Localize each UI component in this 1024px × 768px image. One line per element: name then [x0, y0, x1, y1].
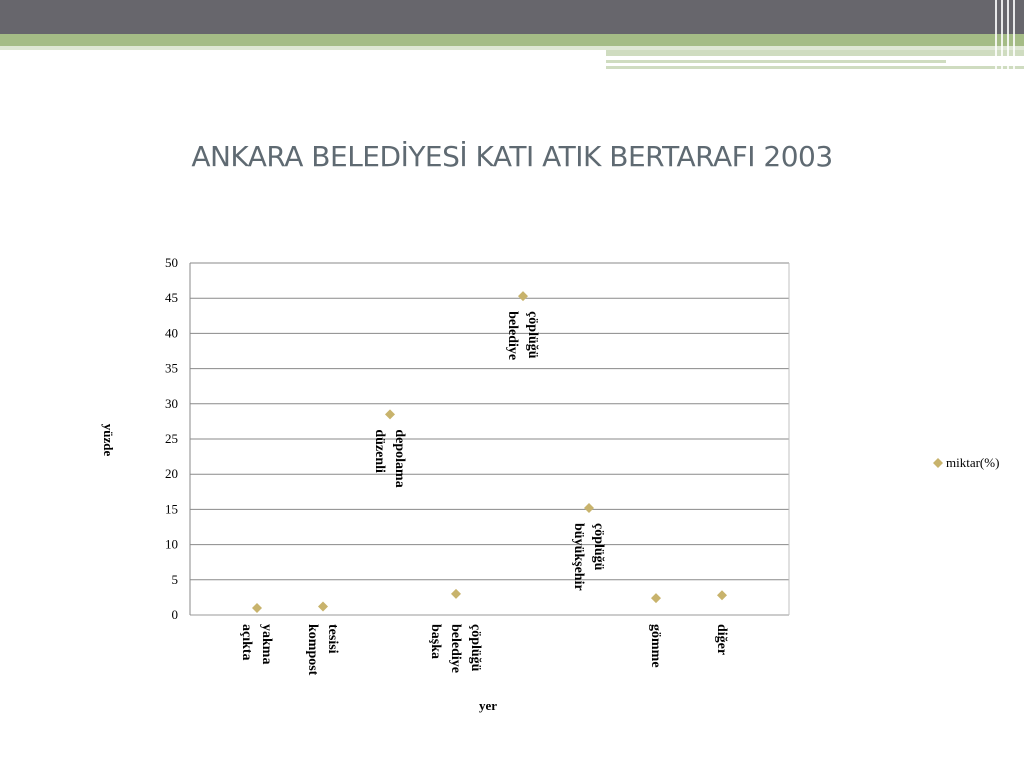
point-label-line: çöplüğü [525, 311, 540, 359]
legend [933, 455, 999, 470]
y-axis-label: yüzde [101, 423, 116, 457]
y-tick-label: 45 [165, 290, 178, 306]
y-tick-label: 10 [165, 536, 178, 552]
point-label [239, 624, 274, 664]
slide-title: ANKARA BELEDİYESİ KATI ATIK BERTARAFI 2003 [191, 140, 833, 173]
data-point [584, 503, 594, 513]
y-tick-label: 20 [165, 466, 178, 482]
point-label [505, 311, 540, 360]
y-tick-label: 0 [171, 607, 178, 622]
legend-label: miktar(%) [946, 455, 1000, 470]
point-label-line: belediye [505, 311, 520, 361]
data-point [451, 589, 461, 599]
grid-lines [190, 263, 789, 615]
data-point [318, 602, 328, 612]
data-point [651, 593, 661, 603]
point-label-line: gömme [648, 624, 663, 668]
point-label-line: büyükşehir [571, 522, 586, 591]
legend-marker [933, 458, 943, 468]
point-label-line: kompost [305, 624, 320, 676]
point-label-line: belediye [448, 624, 463, 673]
point-label-line: çöplüğü [591, 522, 606, 571]
y-tick-label: 35 [165, 360, 178, 376]
point-label-line: depolama [392, 429, 407, 488]
point-label-line: açıkta [239, 624, 254, 661]
x-axis-label: yer [478, 698, 498, 713]
point-label [648, 624, 663, 668]
point-label [714, 624, 729, 655]
point-label-line: tesisi [325, 624, 340, 654]
y-tick-label: 30 [165, 395, 178, 411]
point-label [372, 429, 407, 487]
point-label [428, 624, 483, 673]
point-label-line: düzenli [372, 429, 387, 473]
y-tick-label: 50 [165, 255, 178, 270]
point-label-line: diğer [714, 624, 729, 656]
point-label-line: başka [428, 624, 443, 660]
data-point [717, 590, 727, 600]
data-point [385, 409, 395, 419]
y-tick-label: 40 [165, 325, 178, 341]
point-label [571, 523, 606, 591]
point-label [305, 624, 340, 676]
point-label-line: yakma [259, 624, 274, 665]
y-tick-label: 5 [171, 571, 178, 587]
point-labels [239, 311, 729, 676]
data-points [252, 291, 727, 613]
data-point [252, 603, 262, 613]
point-label-line: çöplüğü [468, 624, 483, 672]
y-tick-labels [165, 255, 178, 622]
data-point [518, 291, 528, 301]
y-tick-label: 25 [165, 431, 178, 446]
y-tick-label: 15 [165, 501, 178, 517]
